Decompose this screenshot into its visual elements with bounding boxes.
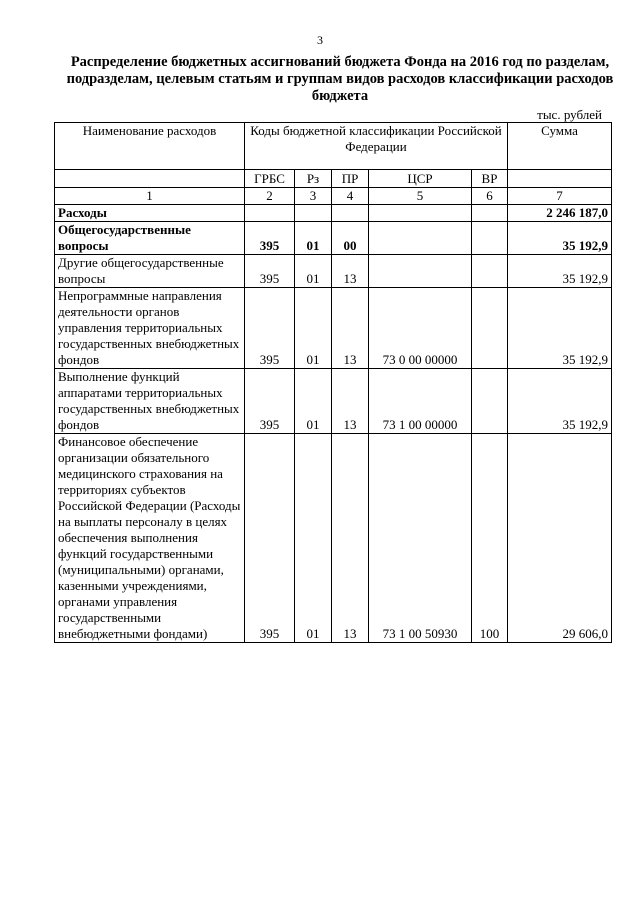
name-cell: Другие общегосударственные вопросы bbox=[55, 255, 245, 288]
grbs-cell: 395 bbox=[245, 369, 295, 434]
sum-cell: 35 192,9 bbox=[508, 222, 612, 255]
vr-cell: 100 bbox=[472, 434, 508, 643]
header-codes: Коды бюджетной классификации Российской Федерации bbox=[245, 123, 508, 170]
rz-cell: 01 bbox=[295, 369, 332, 434]
header-vr: ВР bbox=[472, 170, 508, 188]
grbs-cell: 395 bbox=[245, 434, 295, 643]
sum-cell: 35 192,9 bbox=[508, 369, 612, 434]
pr-cell: 13 bbox=[332, 434, 369, 643]
header-blank bbox=[508, 170, 612, 188]
name-cell: Непрограммные направления деятельности органов управления территориальных государственных внебюджетных фондов bbox=[55, 288, 245, 369]
column-number: 4 bbox=[332, 188, 369, 205]
sum-cell: 2 246 187,0 bbox=[508, 205, 612, 222]
header-sum: Сумма bbox=[508, 123, 612, 170]
rz-cell bbox=[295, 205, 332, 222]
csr-cell bbox=[369, 205, 472, 222]
pr-cell: 13 bbox=[332, 255, 369, 288]
pr-cell: 00 bbox=[332, 222, 369, 255]
sum-cell: 35 192,9 bbox=[508, 288, 612, 369]
column-number: 3 bbox=[295, 188, 332, 205]
rz-cell: 01 bbox=[295, 255, 332, 288]
column-number: 6 bbox=[472, 188, 508, 205]
csr-cell bbox=[369, 222, 472, 255]
csr-cell: 73 0 00 00000 bbox=[369, 288, 472, 369]
column-number: 2 bbox=[245, 188, 295, 205]
pr-cell: 13 bbox=[332, 288, 369, 369]
header-name: Наименование расходов bbox=[55, 123, 245, 170]
header-rz: Рз bbox=[295, 170, 332, 188]
header-grbs: ГРБС bbox=[245, 170, 295, 188]
table-row bbox=[55, 222, 612, 255]
document-title: Распределение бюджетных ассигнований бюджета Фонда на 2016 год по разделам, подразделам, целевым статьям и группам видов расходов классификации расходов бюджета bbox=[66, 54, 614, 104]
header-pr: ПР bbox=[332, 170, 369, 188]
table-row bbox=[55, 255, 612, 288]
table-row bbox=[55, 205, 612, 222]
sum-cell: 35 192,9 bbox=[508, 255, 612, 288]
header-blank bbox=[55, 170, 245, 188]
header-csr: ЦСР bbox=[369, 170, 472, 188]
vr-cell bbox=[472, 369, 508, 434]
column-number: 7 bbox=[508, 188, 612, 205]
rz-cell: 01 bbox=[295, 222, 332, 255]
rz-cell: 01 bbox=[295, 288, 332, 369]
column-number: 1 bbox=[55, 188, 245, 205]
pr-cell: 13 bbox=[332, 369, 369, 434]
rz-cell: 01 bbox=[295, 434, 332, 643]
csr-cell: 73 1 00 50930 bbox=[369, 434, 472, 643]
grbs-cell: 395 bbox=[245, 288, 295, 369]
page-number: 3 bbox=[317, 33, 323, 47]
vr-cell bbox=[472, 222, 508, 255]
table-row bbox=[55, 288, 612, 369]
name-cell: Финансовое обеспечение организации обязательного медицинского страхования на территориях субъектов Российской Федерации (Расходы на выплаты персоналу в целях обеспечения выполнения функций государственными (муниципальными) органами, казенными учреждениями, органами управления государственными внебюджетными фондами) bbox=[55, 434, 245, 643]
grbs-cell bbox=[245, 205, 295, 222]
grbs-cell: 395 bbox=[245, 222, 295, 255]
column-number: 5 bbox=[369, 188, 472, 205]
csr-cell bbox=[369, 255, 472, 288]
name-cell: Выполнение функций аппаратами территориальных государственных внебюджетных фондов bbox=[55, 369, 245, 434]
budget-table bbox=[54, 122, 612, 643]
csr-cell: 73 1 00 00000 bbox=[369, 369, 472, 434]
pr-cell bbox=[332, 205, 369, 222]
grbs-cell: 395 bbox=[245, 255, 295, 288]
table-row bbox=[55, 369, 612, 434]
name-cell: Расходы bbox=[55, 205, 245, 222]
table-row bbox=[55, 434, 612, 643]
units-label: тыс. рублей bbox=[537, 107, 602, 122]
vr-cell bbox=[472, 255, 508, 288]
name-cell: Общегосударственные вопросы bbox=[55, 222, 245, 255]
vr-cell bbox=[472, 288, 508, 369]
sum-cell: 29 606,0 bbox=[508, 434, 612, 643]
vr-cell bbox=[472, 205, 508, 222]
